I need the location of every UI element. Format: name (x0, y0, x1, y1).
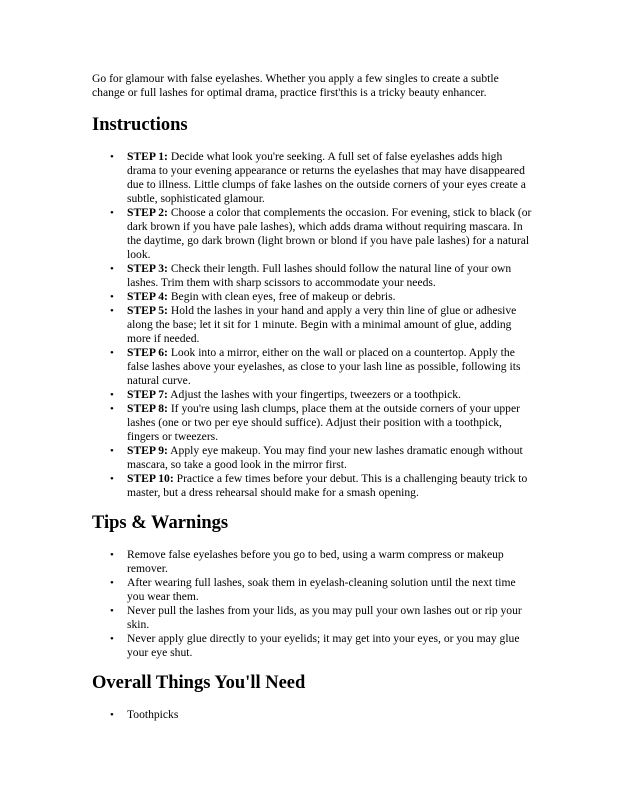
step-item (92, 346, 532, 388)
list-item-text: After wearing full lashes, soak them in eyelash-cleaning solution until the next time you wear them. (127, 576, 516, 603)
step-text: Practice a few times before your debut. This is a challenging beauty trick to master, but a dress rehearsal should make for a smash opening. (127, 472, 528, 499)
bullet-icon: • (110, 347, 114, 359)
step-text: Decide what look you're seeking. A full set of false eyelashes adds high drama to your evening appearance or returns the eyelashes that may have disappeared due to illness. Little clumps of fake lashes on the outside corners of your eyes create a subtle, sophisticated glamour. (127, 150, 526, 205)
bullet-icon: • (110, 473, 114, 485)
needs-section (92, 672, 532, 722)
bullet-icon: • (110, 445, 114, 457)
list-item-text: Toothpicks (127, 708, 179, 721)
step-item (92, 150, 532, 206)
step-text: Hold the lashes in your hand and apply a very thin line of glue or adhesive along the base; let it sit for 1 minute. Begin with a minimal amount of glue, adding more if needed. (127, 304, 517, 345)
step-item (92, 444, 532, 472)
step-label: STEP 10: (127, 472, 174, 485)
instructions-list (92, 150, 532, 500)
document-page (92, 72, 532, 734)
step-text: Adjust the lashes with your fingertips, tweezers or a toothpick. (167, 388, 461, 401)
step-text: If you're using lash clumps, place them at the outside corners of your upper lashes (one or two per eye should suffice). Adjust their position with a toothpick, fingers or tweezers. (127, 402, 520, 443)
list-item (92, 708, 532, 722)
step-label: STEP 1: (127, 150, 168, 163)
tips-list (92, 548, 532, 660)
step-item (92, 262, 532, 290)
bullet-icon: • (110, 633, 114, 645)
bullet-icon: • (110, 263, 114, 275)
instructions-section (92, 114, 532, 500)
bullet-icon: • (110, 549, 114, 561)
list-item-text: Never pull the lashes from your lids, as you may pull your own lashes out or rip your skin. (127, 604, 522, 631)
step-label: STEP 9: (127, 444, 168, 457)
bullet-icon: • (110, 605, 114, 617)
step-item (92, 304, 532, 346)
bullet-icon: • (110, 403, 114, 415)
instructions-heading: Instructions (92, 115, 188, 135)
step-text: Look into a mirror, either on the wall or placed on a countertop. Apply the false lashes above your eyelashes, as close to your lash line as possible, following its natural curve. (127, 346, 521, 387)
bullet-icon: • (110, 577, 114, 589)
tips-section (92, 512, 532, 660)
bullet-icon: • (110, 291, 114, 303)
list-item-text: Remove false eyelashes before you go to bed, using a warm compress or makeup remover. (127, 548, 504, 575)
bullet-icon: • (110, 207, 114, 219)
step-text: Begin with clean eyes, free of makeup or debris. (167, 290, 396, 303)
step-label: STEP 4: (127, 290, 168, 303)
step-item (92, 290, 532, 304)
step-label: STEP 6: (127, 346, 168, 359)
list-item (92, 604, 532, 632)
step-item (92, 388, 532, 402)
step-label: STEP 3: (127, 262, 168, 275)
step-label: STEP 2: (127, 206, 168, 219)
step-text: Choose a color that complements the occasion. For evening, stick to black (or dark brown if you have pale lashes), which adds drama without requiring mascara. In the daytime, go dark brown (light brown or blond if you have pale lashes) for a natural look. (127, 206, 532, 261)
list-item (92, 548, 532, 576)
list-item (92, 632, 532, 660)
bullet-icon: • (110, 305, 114, 317)
bullet-icon: • (110, 389, 114, 401)
needs-list (92, 708, 532, 722)
list-item (92, 576, 532, 604)
bullet-icon: • (110, 151, 114, 163)
tips-heading: Tips & Warnings (92, 513, 229, 533)
step-text: Check their length. Full lashes should follow the natural line of your own lashes. Trim them with sharp scissors to accommodate your needs. (127, 262, 512, 289)
step-label: STEP 5: (127, 304, 168, 317)
needs-heading: Overall Things You'll Need (92, 673, 306, 693)
step-label: STEP 8: (127, 402, 168, 415)
bullet-icon: • (110, 709, 114, 721)
step-item (92, 472, 532, 500)
step-item (92, 402, 532, 444)
step-label: STEP 7: (127, 388, 168, 401)
intro-paragraph: Go for glamour with false eyelashes. Whether you apply a few singles to create a subtle change or full lashes for optimal drama, practice first'this is a tricky beauty enhancer. (92, 72, 499, 99)
step-item (92, 206, 532, 262)
list-item-text: Never apply glue directly to your eyelids; it may get into your eyes, or you may glue your eye shut. (127, 632, 520, 659)
step-text: Apply eye makeup. You may find your new lashes dramatic enough without mascara, so take a good look in the mirror first. (127, 444, 523, 471)
